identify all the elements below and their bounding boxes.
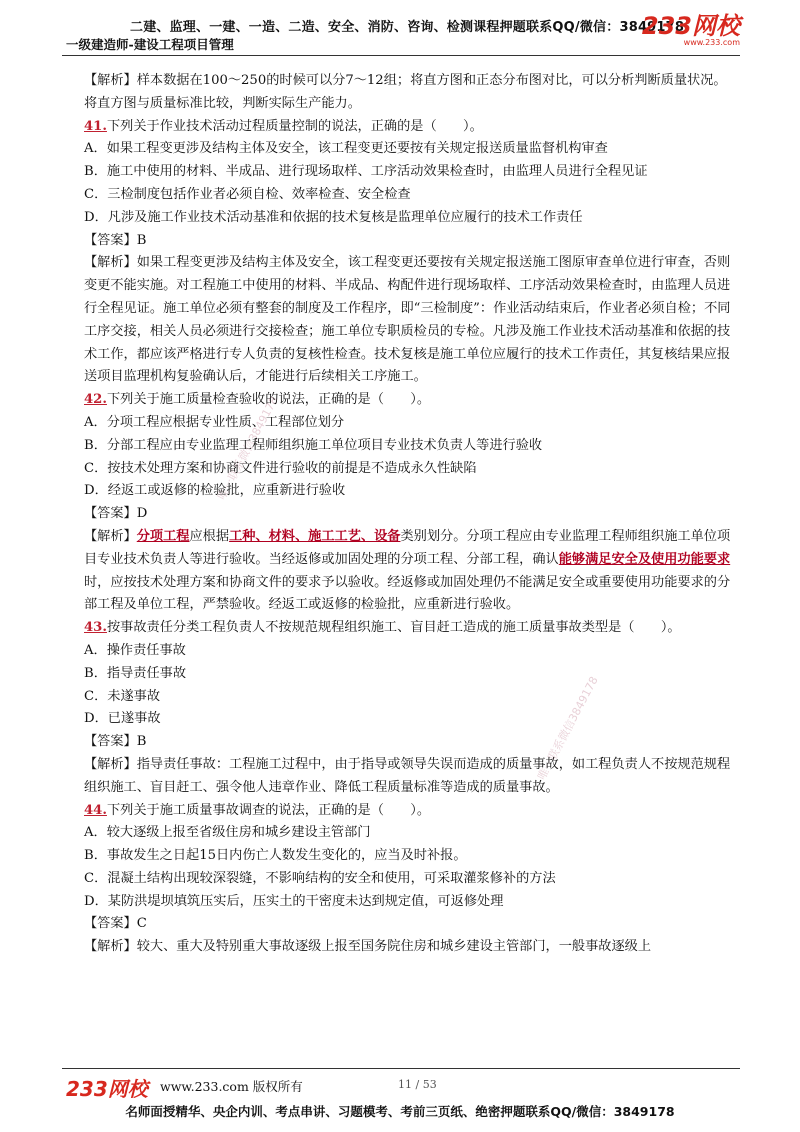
- option-b: B．分部工程应由专业监理工程师组织施工单位项目专业技术负责人等进行验收: [84, 437, 543, 453]
- analysis-text: 【解析】样本数据在100～250的时候可以分7～12组；将直方图和正态分布图对比，可以分析判断质量状况。将直方图与质量标准比较，判断实际生产能力。: [84, 73, 727, 111]
- question-42: [84, 389, 736, 412]
- header-subject-title: 一级建造师-建设工程项目管理: [66, 37, 234, 52]
- question-number: 41.: [84, 118, 107, 134]
- analysis-segment: 应根据: [189, 528, 230, 544]
- highlight-term: 分项工程: [136, 528, 190, 544]
- answer: 【答案】C: [84, 916, 147, 932]
- question-number: 44.: [84, 802, 107, 818]
- option-d: D．已遂事故: [84, 711, 161, 727]
- analysis-text: [84, 526, 736, 617]
- question-stem: 下列关于施工质量检查验收的说法，正确的是（ ）。: [106, 392, 431, 408]
- question-number: 42.: [84, 392, 107, 408]
- footer-divider: [62, 1068, 740, 1069]
- option-a: A．操作责任事故: [84, 642, 186, 658]
- option-d: D．经返工或返修的检验批，应重新进行验收: [84, 483, 346, 499]
- logo-url: www.233.com: [683, 38, 740, 47]
- answer: 【答案】B: [84, 734, 147, 750]
- option-c: C．混凝土结构出现较深裂缝，不影响结构的安全和使用，可采取灌浆修补的方法: [84, 870, 556, 886]
- page-number: 11 / 53: [398, 1078, 437, 1091]
- question-stem: 下列关于施工质量事故调查的说法，正确的是（ ）。: [106, 802, 431, 818]
- option-c: C．未遂事故: [84, 688, 161, 704]
- question-43: [84, 617, 736, 640]
- option-a: A．较大逐级上报至省级住房和城乡建设主管部门: [84, 825, 371, 841]
- option-b: B．施工中使用的材料、半成品、进行现场取样、工序活动效果检查时，由监理人员进行全程见证: [84, 164, 648, 180]
- option-a: A．如果工程变更涉及结构主体及安全，该工程变更还要按有关规定报送质量监督机构审查: [84, 141, 608, 157]
- option-c: C．按技术处理方案和协商文件进行验收的前提是不造成永久性缺陷: [84, 460, 477, 476]
- option-d: D．凡涉及施工作业技术活动基准和依据的技术复核是监理单位应履行的技术工作责任: [84, 209, 583, 225]
- analysis-text: 【解析】如果工程变更涉及结构主体及安全，该工程变更还要按有关规定报送施工图原审查单位进行审查，否则变更不能实施。对工程施工中使用的材料、半成品、构配件进行现场取样、工序活动效果检查时，由监理人员进行全程见证。施工单位必须有整套的制度及工作程序，即“三检制度”：作业活动结束后，作业者必须自检；不同工序交接，相关人员必须进行交接检查；施工单位专职质检员的专检。凡涉及施工作业技术活动基准和依据的技术工作，都应该严格进行专人负责的复核性检查。技术复核是施工单位应履行的技术工作责任，其复核结果应报送项目监理机构复验确认后，才能进行后续相关工序施工。: [84, 255, 731, 385]
- option-d: D．某防洪堤坝填筑压实后，压实土的干密度未达到规定值，可返修处理: [84, 893, 504, 909]
- option-a: A．分项工程应根据专业性质、工程部位划分: [84, 414, 345, 430]
- answer: 【答案】D: [84, 506, 148, 522]
- footer-copyright: www.233.com 版权所有: [160, 1079, 303, 1094]
- brand-logo: [642, 14, 740, 47]
- header-contact-line: 二建、监理、一建、一造、二造、安全、消防、咨询、检测课程押题联系QQ/微信：3849178: [130, 20, 685, 35]
- question-stem: 下列关于作业技术活动过程质量控制的说法，正确的是（ ）。: [106, 118, 483, 134]
- page-body: [84, 70, 736, 959]
- analysis-label: 【解析】: [84, 528, 137, 544]
- analysis-segment: 时，应按技术处理方案和协商文件的要求予以验收。经返修或加固处理仍不能满足安全或重要使用功能要求的分部工程及单位工程，严禁验收。经返工或返修的检验批，应重新进行验收。: [84, 574, 731, 613]
- option-c: C．三检制度包括作业者必须自检、效率检查、安全检查: [84, 186, 411, 202]
- question-number: 43.: [84, 620, 107, 636]
- question-44: [84, 800, 736, 823]
- question-41: [84, 116, 736, 139]
- question-stem: 按事故责任分类工程负责人不按规范规程组织施工、盲目赶工造成的施工质量事故类型是（ ）。: [106, 620, 681, 636]
- analysis-segment: 类别划分。分项工程应由专业监理工程师组织施工单位项目专业技术负责人等进行验收。当经返修或加固处理的分项工程、分部工程，确认: [84, 528, 731, 567]
- footer-slogan: 名师面授精华、央企内训、考点串讲、习题模考、考前三页纸、绝密押题联系QQ/微信：3849178: [125, 1104, 675, 1119]
- analysis-text: 【解析】较大、重大及特别重大事故逐级上报至国务院住房和城乡建设主管部门，一般事故逐级上: [84, 939, 652, 955]
- highlight-term: 工种、材料、施工工艺、设备: [229, 528, 401, 544]
- logo-text: 233网校: [641, 12, 740, 40]
- header-divider: [62, 55, 740, 56]
- watermark: 唯一联系微信3849178: [535, 674, 601, 783]
- answer: 【答案】B: [84, 232, 147, 248]
- footer-logo: 233网校: [66, 1077, 148, 1101]
- analysis-text: 【解析】指导责任事故：工程施工过程中，由于指导或领导失误而造成的质量事故，如工程负责人不按规范规程组织施工、盲目赶工、强令他人违章作业、降低工程质量标准等造成的质量事故。: [84, 756, 731, 795]
- watermark: 唯一联系微信3849178: [215, 394, 281, 503]
- option-b: B．事故发生之日起15日内伤亡人数发生变化的，应当及时补报。: [84, 848, 467, 864]
- highlight-term: 能够满足安全及使用功能要求: [558, 551, 731, 567]
- option-b: B．指导责任事故: [84, 665, 187, 681]
